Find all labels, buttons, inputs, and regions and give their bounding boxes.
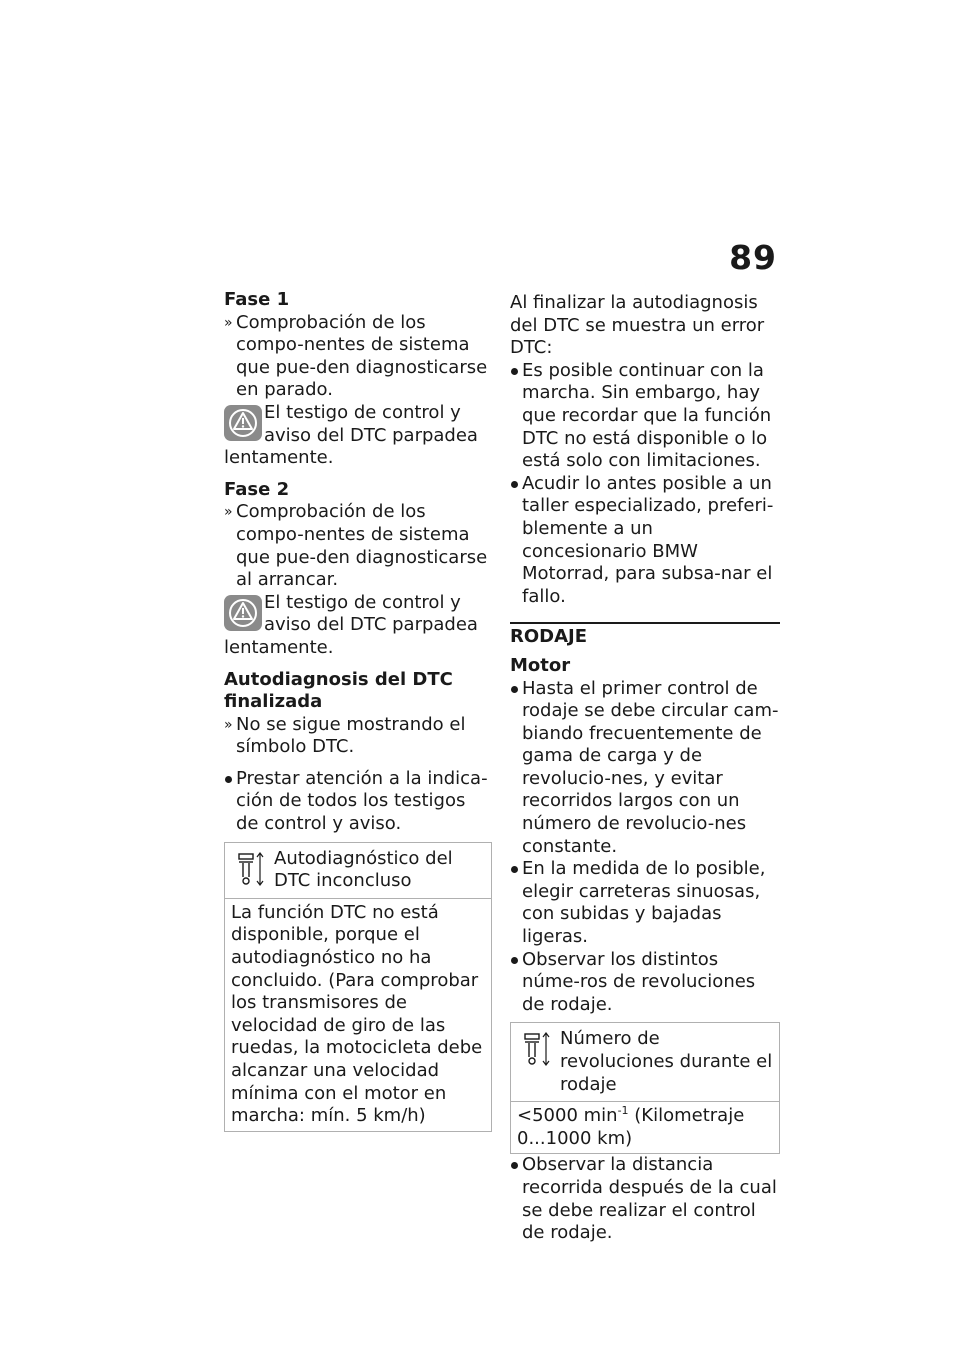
rpm-mileage: (Kilometraje 0...1000 km)	[517, 1105, 745, 1149]
bullet-dot	[511, 481, 518, 488]
rpm-unit-exponent: -1	[617, 1104, 629, 1118]
phase2-step	[224, 501, 492, 591]
piston-gauge-icon	[523, 1031, 551, 1067]
list-item	[510, 949, 780, 1017]
section-title-rodaje: RODAJE	[510, 626, 588, 648]
list-item-text: Observar la distancia recorrida después de la cual se debe realizar el control de rodaje.	[522, 1154, 777, 1244]
left-column	[224, 289, 492, 1132]
phase2-tail: lentamente.	[224, 636, 334, 658]
phase2-step-text: Comprobación de los compo-nentes de sistema que pue-den diagnosticarse al arrancar.	[236, 501, 488, 591]
phase1-tail: lentamente.	[224, 447, 334, 469]
dtc-error-intro: Al finalizar la autodiagnosis del DTC se muestra un error DTC:	[510, 292, 765, 359]
dtc-spec-header-text: Autodiagnóstico del DTC inconcluso	[274, 847, 453, 892]
rpm-spec-table	[510, 1022, 780, 1154]
finished-step	[224, 714, 492, 759]
list-item-text: Observar los distintos núme-ros de revoluciones de rodaje.	[522, 948, 756, 1015]
list-item-text: Hasta el primer control de rodaje se debe circular cam-biando frecuentemente de gama de carga y de revolucio-nes, y evitar recorridos largos con un número de revolucio-nes constante.	[522, 677, 779, 857]
list-item	[510, 1154, 780, 1244]
piston-gauge-icon	[237, 851, 265, 887]
bullet-dot	[511, 686, 518, 693]
dtc-spec-body: La función DTC no está disponible, porque el autodiagnóstico no ha concluido. (Para comprobar los transmisores de velocidad de giro de las ruedas, la motocicleta debe alcanzar una velocidad mínima con el motor en marcha: mín. 5 km/h)	[231, 901, 483, 1127]
phase1-step-text: Comprobación de los compo-nentes de sistema que pue-den diagnosticarse en parado.	[236, 311, 488, 401]
phase2-heading: Fase 2	[224, 478, 290, 500]
phase2-warning-text: El testigo de control y aviso del DTC parpadea	[264, 591, 478, 636]
right-column	[510, 292, 780, 1245]
double-chevron-icon: »	[224, 504, 233, 521]
bullet-dot	[511, 957, 518, 964]
dtc-spec-header	[225, 843, 491, 899]
phase1-warning	[224, 402, 492, 447]
list-item	[510, 858, 780, 948]
phase1-warning-text: El testigo de control y aviso del DTC parpadea	[264, 401, 478, 446]
list-item	[510, 678, 780, 859]
finished-bullet-text: Prestar atención a la indica-ción de todos los testigos de control y aviso.	[236, 767, 488, 835]
phase1-step	[224, 312, 492, 402]
list-item	[510, 360, 780, 473]
dtc-spec-table	[224, 842, 492, 1132]
rpm-spec-body	[511, 1102, 779, 1153]
warning-triangle-icon	[224, 405, 262, 441]
double-chevron-icon: »	[224, 314, 233, 331]
list-item-text: Es posible continuar con la marcha. Sin embargo, hay que recordar que la función DTC no está disponible o lo está solo con limitaciones.	[522, 359, 772, 472]
finished-heading: Autodiagnosis del DTC finalizada	[224, 668, 453, 713]
finished-step-text: No se sigue mostrando el símbolo DTC.	[236, 713, 466, 758]
bullet-dot	[511, 1162, 518, 1169]
phase2-warning	[224, 592, 492, 637]
list-item	[510, 473, 780, 609]
bullet-dot	[225, 776, 232, 783]
subsection-motor: Motor	[510, 654, 571, 676]
list-item-text: Acudir lo antes posible a un taller especializado, preferi-blemente a un concesionario BMW Motorrad, para subsa-nar el fallo.	[522, 472, 774, 607]
bullet-dot	[511, 866, 518, 873]
rpm-spec-header	[511, 1023, 779, 1102]
warning-triangle-icon	[224, 595, 262, 631]
rpm-value: <5000 min	[517, 1105, 618, 1127]
phase1-heading: Fase 1	[224, 289, 290, 310]
section-divider	[510, 622, 780, 624]
list-item-text: En la medida de lo posible, elegir carreteras sinuosas, con subidas y bajadas ligeras.	[522, 858, 766, 948]
page-number: 89	[729, 238, 777, 277]
bullet-dot	[511, 368, 518, 375]
rpm-spec-header-text: Número de revoluciones durante el rodaje	[560, 1028, 773, 1095]
finished-bullet	[224, 768, 492, 836]
double-chevron-icon: »	[224, 716, 233, 733]
